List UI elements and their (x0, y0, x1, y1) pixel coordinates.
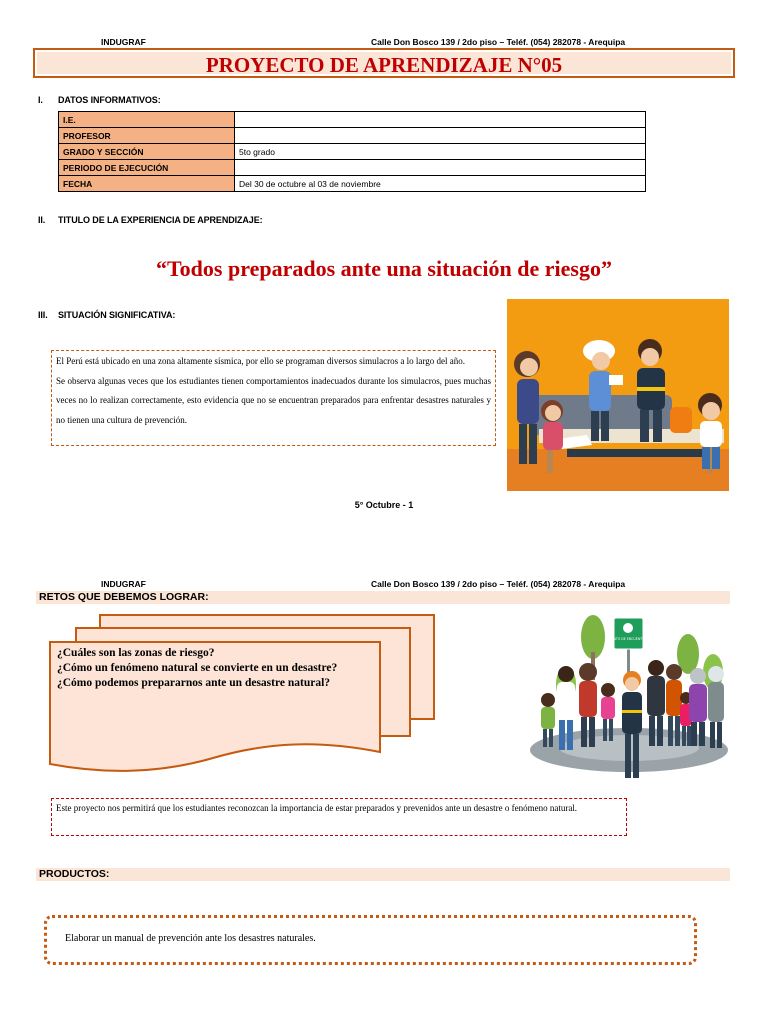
table-value (235, 128, 646, 144)
section-1-heading (38, 95, 161, 105)
title-box (33, 48, 735, 78)
table-row (59, 112, 646, 128)
header-company: INDUGRAF (101, 37, 146, 47)
table-label: PERIODO DE EJECUCIÓN (59, 160, 235, 176)
table-row (59, 160, 646, 176)
section-2-title: TITULO DE LA EXPERIENCIA DE APRENDIZAJE: (58, 215, 263, 225)
table-row (59, 144, 646, 160)
header-company-2: INDUGRAF (101, 579, 146, 589)
table-label: GRADO Y SECCIÓN (59, 144, 235, 160)
girl-face (545, 405, 561, 421)
retos-heading: RETOS QUE DEBEMOS LOGRAR: (39, 591, 209, 603)
situation-paragraph-1: El Perú está ubicado en una zona altamente sísmica, por ello se programan diversos simulacros a lo largo del año. (56, 356, 465, 366)
mat (567, 449, 707, 457)
purpose-text: Este proyecto nos permitirá que los estudiantes reconozcan la importancia de estar preparados y prevenidos ante un desastre o fenómeno natural. (56, 803, 578, 813)
table-row (59, 176, 646, 192)
product-box (44, 915, 697, 965)
section-3-number: III. (38, 310, 48, 320)
page-number: 5° Octubre - 1 (354, 500, 414, 510)
table-value: 5to grado (235, 144, 646, 160)
section-1-title: DATOS INFORMATIVOS: (58, 95, 161, 105)
woman-body (517, 379, 539, 424)
experience-title: “Todos preparados ante una situación de riesgo” (156, 256, 612, 281)
header-address-2: Calle Don Bosco 139 / 2do piso – Teléf. (054) 282078 - Arequipa (371, 579, 626, 589)
questions-list (57, 646, 337, 691)
header-address: Calle Don Bosco 139 / 2do piso – Teléf. (054) 282078 - Arequipa (371, 37, 626, 47)
table-value: Del 30 de octubre al 03 de noviembre (235, 176, 646, 192)
section-3-title: SITUACIÓN SIGNIFICATIVA: (58, 310, 176, 320)
table-label: FECHA (59, 176, 235, 192)
section-1-number: I. (38, 95, 43, 105)
table-value (235, 112, 646, 128)
page-title: PROYECTO DE APRENDIZAJE N°05 (205, 53, 563, 77)
sign-text: PUNTO DE ENCUENTRO (609, 637, 647, 641)
inspector-body (589, 371, 611, 411)
question-item: ¿Cómo podemos prepararnos ante un desastre natural? (57, 677, 331, 689)
section-2-number: II. (38, 215, 46, 225)
productos-band (36, 868, 730, 881)
situation-paragraph-2: Se observa algunas veces que los estudiantes tienen comportamientos inadecuados durante los simulacros, pues muchas veces no lo realizan correctamente, esto evidencia que no se encuentran preparados para enfrentar desastres naturales y no tienen una cultura de prevención. (56, 375, 491, 425)
question-item: ¿Cómo un fenómeno natural se convierte en un desastre? (57, 662, 338, 674)
section-2-heading (38, 215, 263, 225)
retos-band (36, 591, 730, 604)
table-label: PROFESOR (59, 128, 235, 144)
woman-face (520, 358, 538, 376)
clipboard (609, 375, 623, 385)
table-row (59, 128, 646, 144)
table-value (235, 160, 646, 176)
girl-body (543, 422, 563, 450)
table-label: I.E. (59, 112, 235, 128)
questions-document-shape (48, 612, 440, 777)
info-table (58, 111, 646, 192)
backpack (670, 407, 692, 433)
sign (614, 618, 643, 649)
situation-box (51, 350, 496, 446)
meeting-point-illustration (528, 612, 730, 784)
productos-heading: PRODUCTOS: (39, 868, 110, 880)
classroom-illustration (507, 299, 729, 491)
product-item: Elaborar un manual de prevención ante los desastres naturales. (65, 933, 316, 944)
boy-shirt (700, 421, 722, 447)
purpose-box (51, 798, 627, 836)
question-item: ¿Cuáles son las zonas de riesgo? (57, 647, 215, 659)
section-3-heading (38, 310, 175, 320)
